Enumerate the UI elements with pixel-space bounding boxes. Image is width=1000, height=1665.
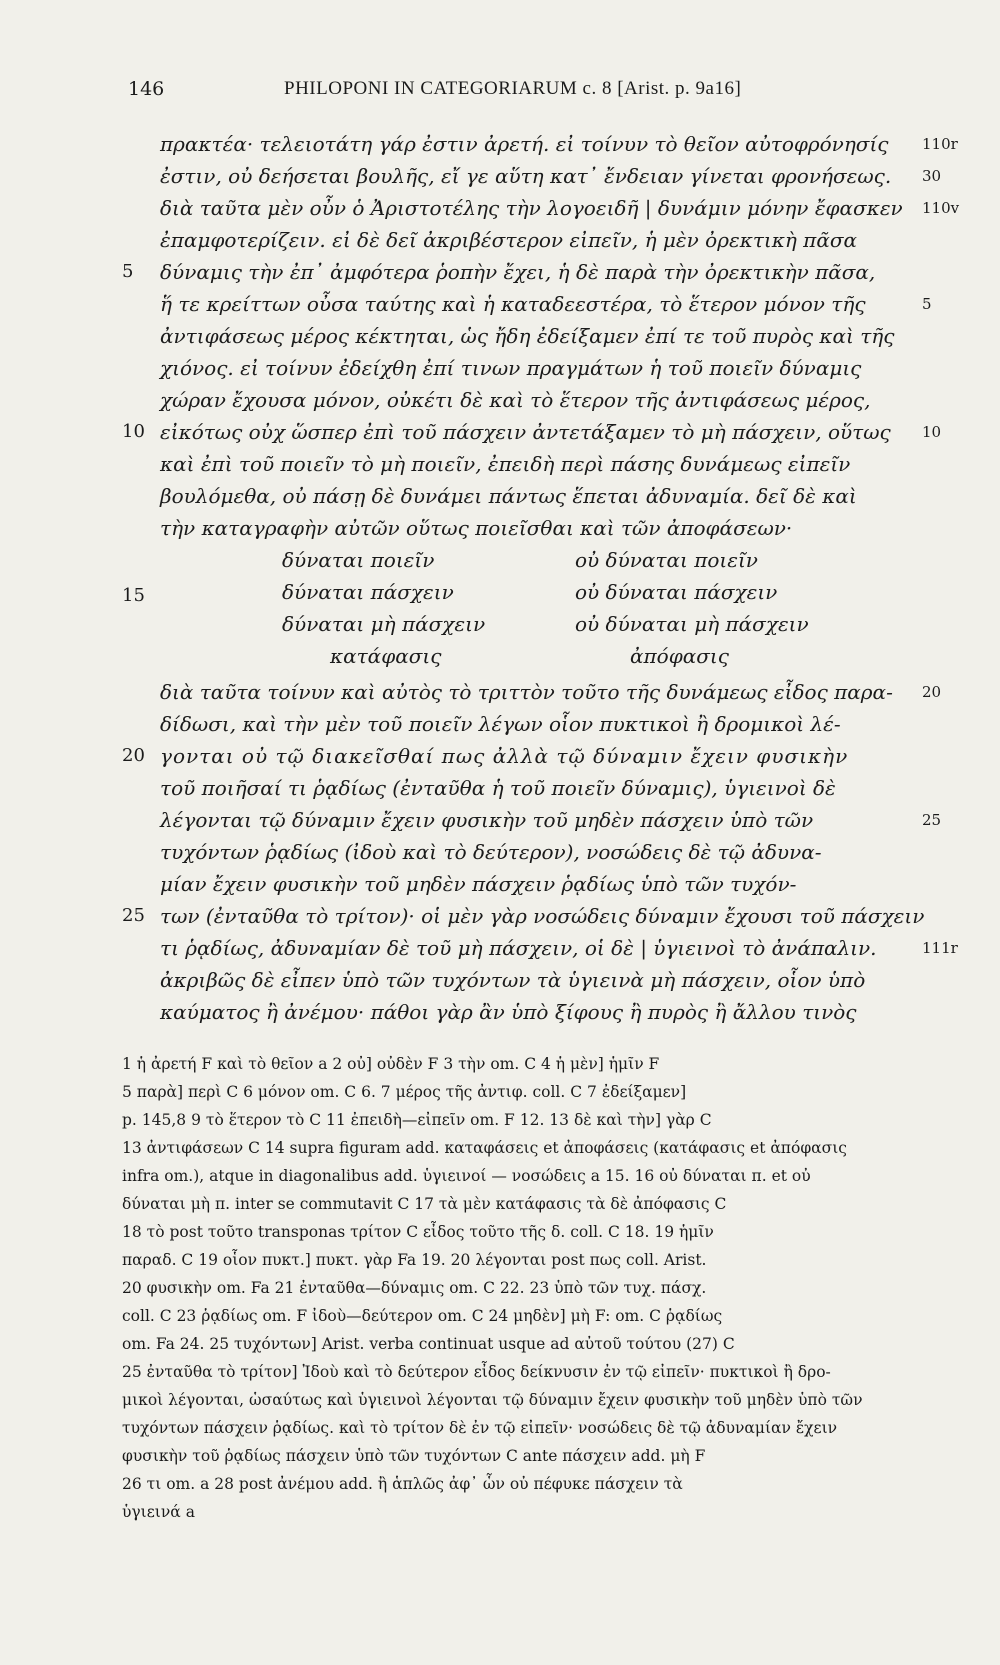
line-number: 15 (122, 585, 145, 606)
text-line: τοῦ ποιῆσαί τι ῥᾳδίως (ἐνταῦθα ἡ τοῦ ποιεῖν δύναμις), ὑγιεινοὶ δὲ (160, 776, 836, 800)
line-number: 10 (122, 421, 145, 442)
scheme-left-item: δύναται μὴ πάσχειν (282, 612, 486, 636)
text-line: τι ῥᾳδίως, ἀδυναμίαν δὲ τοῦ μὴ πάσχειν, οἱ δὲ | ὑγιεινοὶ τὸ ἀνάπαλιν. (160, 936, 877, 960)
text-line: ἀντιφάσεως μέρος κέκτηται, ὡς ἤδη ἐδείξαμεν ἐπί τε τοῦ πυρὸς καὶ τῆς (160, 324, 895, 348)
margin-ref: 30 (922, 167, 942, 185)
text-line: χώραν ἔχουσα μόνον, οὐκέτι δὲ καὶ τὸ ἕτερον τῆς ἀντιφάσεως μέρος, (160, 388, 871, 412)
scheme-right-label: ἀπόφασις (630, 644, 729, 668)
text-line: τὴν καταγραφὴν αὐτῶν οὕτως ποιεῖσθαι καὶ τῶν ἀποφάσεων· (160, 516, 793, 540)
text-line: βουλόμεθα, οὐ πάσῃ δὲ δυνάμει πάντως ἕπεται ἀδυναμία. δεῖ δὲ καὶ (160, 484, 857, 508)
text-line: γονται οὐ τῷ διακεῖσθαί πως ἀλλὰ τῷ δύναμιν ἔχειν φυσικὴν (160, 744, 849, 768)
text-line: εἰκότως οὐχ ὥσπερ ἐπὶ τοῦ πάσχειν ἀντετάξαμεν τὸ μὴ πάσχειν, οὕτως (160, 420, 891, 444)
footnote-line: 1 ἡ ἀρετή F καὶ τὸ θεῖον a 2 οὐ] οὐδὲν F 3 τὴν om. C 4 ἡ μὲν] ἡμῖν F (122, 1055, 660, 1073)
footnote-line: παραδ. C 19 οἷον πυκτ.] πυκτ. γὰρ Fa 19. 20 λέγονται post πως coll. Arist. (122, 1251, 707, 1269)
footnote-line: p. 145,8 9 τὸ ἕτερον τὸ C 11 ἐπειδὴ—εἰπεῖν om. F 12. 13 δὲ καὶ τὴν] γὰρ C (122, 1111, 712, 1129)
text-line: καύματος ἢ ἀνέμου· πάθοι γὰρ ἂν ὑπὸ ξίφους ἢ πυρὸς ἢ ἄλλου τινὸς (160, 1000, 857, 1024)
running-header (128, 78, 828, 108)
scheme-left-item: δύναται πάσχειν (282, 580, 454, 604)
margin-ref: 25 (922, 811, 942, 829)
scheme-right-item: οὐ δύναται μὴ πάσχειν (575, 612, 809, 636)
text-line: διὰ ταῦτα μὲν οὖν ὁ Ἀριστοτέλης τὴν λογοειδῆ | δυνάμιν μόνην ἔφασκεν (160, 196, 903, 220)
text-line: ἐπαμφοτερίζειν. εἰ δὲ δεῖ ἀκριβέστερον εἰπεῖν, ἡ μὲν ὀρεκτικὴ πᾶσα (160, 228, 857, 252)
footnote-line: coll. C 23 ῥᾳδίως om. F ἰδοὺ—δεύτερον om. C 24 μηδὲν] μὴ F: om. C ῥᾳδίως (122, 1307, 723, 1325)
text-line: δύναμις τὴν ἐπ᾽ ἀμφότερα ῥοπὴν ἔχει, ἡ δὲ παρὰ τὴν ὀρεκτικὴν πᾶσα, (160, 260, 876, 284)
footnote-line: 20 φυσικὴν om. Fa 21 ἐνταῦθα—δύναμις om. C 22. 23 ὑπὸ τῶν τυχ. πάσχ. (122, 1279, 707, 1297)
scheme-right-item: οὐ δύναται ποιεῖν (575, 548, 758, 572)
line-number: 5 (122, 261, 134, 282)
text-line: ἀκριβῶς δὲ εἶπεν ὑπὸ τῶν τυχόντων τὰ ὑγιεινὰ μὴ πάσχειν, οἷον ὑπὸ (160, 968, 866, 992)
footnote-line: δύναται μὴ π. inter se commutavit C 17 τὰ μὲν κατάφασις τὰ δὲ ἀπόφασις C (122, 1195, 727, 1213)
line-number: 20 (122, 745, 145, 766)
text-line: χιόνος. εἰ τοίνυν ἐδείχθη ἐπί τινων πραγμάτων ἡ τοῦ ποιεῖν δύναμις (160, 356, 862, 380)
text-line: ἥ τε κρείττων οὖσα ταύτης καὶ ἡ καταδεεστέρα, τὸ ἕτερον μόνον τῆς (160, 292, 866, 316)
scheme-right-item: οὐ δύναται πάσχειν (575, 580, 778, 604)
footnote-line: om. Fa 24. 25 τυχόντων] Arist. verba continuat usque ad αὐτοῦ τούτου (27) C (122, 1335, 735, 1353)
scheme-left-label: κατάφασις (330, 644, 442, 668)
margin-ref: 111r (922, 939, 958, 957)
text-line: καὶ ἐπὶ τοῦ ποιεῖν τὸ μὴ ποιεῖν, ἐπειδὴ περὶ πάσης δυνάμεως εἰπεῖν (160, 452, 851, 476)
margin-ref: 10 (922, 423, 942, 441)
line-number: 25 (122, 905, 145, 926)
margin-ref: 110v (922, 199, 960, 217)
scheme-left-item: δύναται ποιεῖν (282, 548, 435, 572)
footnote-line: ὑγιεινά a (122, 1503, 195, 1521)
text-line: τυχόντων ῥᾳδίως (ἰδοὺ καὶ τὸ δεύτερον), νοσώδεις δὲ τῷ ἀδυνα- (160, 840, 822, 864)
page-number: 146 (128, 78, 165, 100)
footnote-line: 5 παρὰ] περὶ C 6 μόνον om. C 6. 7 μέρος τῆς ἀντιφ. coll. C 7 ἐδείξαμεν] (122, 1083, 687, 1101)
text-line: ἐστιν, οὐ δεήσεται βουλῆς, εἴ γε αὕτη κατ᾽ ἔνδειαν γίνεται φρονήσεως. (160, 164, 892, 188)
footnote-line: φυσικὴν τοῦ ῥᾳδίως πάσχειν ὑπὸ τῶν τυχόντων C ante πάσχειν add. μὴ F (122, 1447, 706, 1465)
text-line: των (ἐνταῦθα τὸ τρίτον)· οἱ μὲν γὰρ νοσώδεις δύναμιν ἔχουσι τοῦ πάσχειν (160, 904, 925, 928)
footnote-line: 25 ἐνταῦθα τὸ τρίτον] Ἰδοὺ καὶ τὸ δεύτερον εἶδος δείκνυσιν ἐν τῷ εἰπεῖν· πυκτικοὶ ἢ δρο- (122, 1363, 831, 1381)
footnote-line: infra om.), atque in diagonalibus add. ὑγιεινοί — νοσώδεις a 15. 16 οὐ δύναται π. et οὐ (122, 1167, 811, 1185)
apparatus-criticus (122, 1050, 952, 1526)
text-line: διὰ ταῦτα τοίνυν καὶ αὐτὸς τὸ τριττὸν τοῦτο τῆς δυνάμεως εἶδος παρα- (160, 680, 893, 704)
footnote-line: μικοὶ λέγονται, ὡσαύτως καὶ ὑγιεινοὶ λέγονται τῷ δύναμιν ἔχειν φυσικὴν τοῦ μηδὲν ὑπὸ τῶν (122, 1391, 863, 1409)
margin-ref: 110r (922, 135, 958, 153)
footnote-line: 18 τὸ post τοῦτο transponas τρίτον C εἶδος τοῦτο τῆς δ. coll. C 18. 19 ἡμῖν (122, 1223, 714, 1241)
text-line: μίαν ἔχειν φυσικὴν τοῦ μηδὲν πάσχειν ῥᾳδίως ὑπὸ τῶν τυχόν- (160, 872, 797, 896)
margin-ref: 5 (922, 295, 932, 313)
footnote-line: 13 ἀντιφάσεων C 14 supra figuram add. καταφάσεις et ἀποφάσεις (κατάφασις et ἀπόφασις (122, 1139, 847, 1157)
margin-ref: 20 (922, 683, 942, 701)
text-line: πρακτέα· τελειοτάτη γάρ ἐστιν ἀρετή. εἰ τοίνυν τὸ θεῖον αὐτοφρόνησίς (160, 132, 889, 156)
footnote-line: 26 τι om. a 28 post ἀνέμου add. ἢ ἁπλῶς ἀφ᾽ ὧν οὐ πέφυκε πάσχειν τὰ (122, 1475, 683, 1493)
text-line: λέγονται τῷ δύναμιν ἔχειν φυσικὴν τοῦ μηδὲν πάσχειν ὑπὸ τῶν (160, 808, 814, 832)
running-title: PHILOPONI IN CATEGORIARUM c. 8 [Arist. p. 9a16] (284, 78, 742, 99)
text-line: δίδωσι, καὶ τὴν μὲν τοῦ ποιεῖν λέγων οἷον πυκτικοὶ ἢ δρομικοὶ λέ- (160, 712, 841, 736)
footnote-line: τυχόντων πάσχειν ῥᾳδίως. καὶ τὸ τρίτον δὲ ἐν τῷ εἰπεῖν· νοσώδεις δὲ τῷ ἀδυναμίαν ἔχειν (122, 1419, 838, 1437)
